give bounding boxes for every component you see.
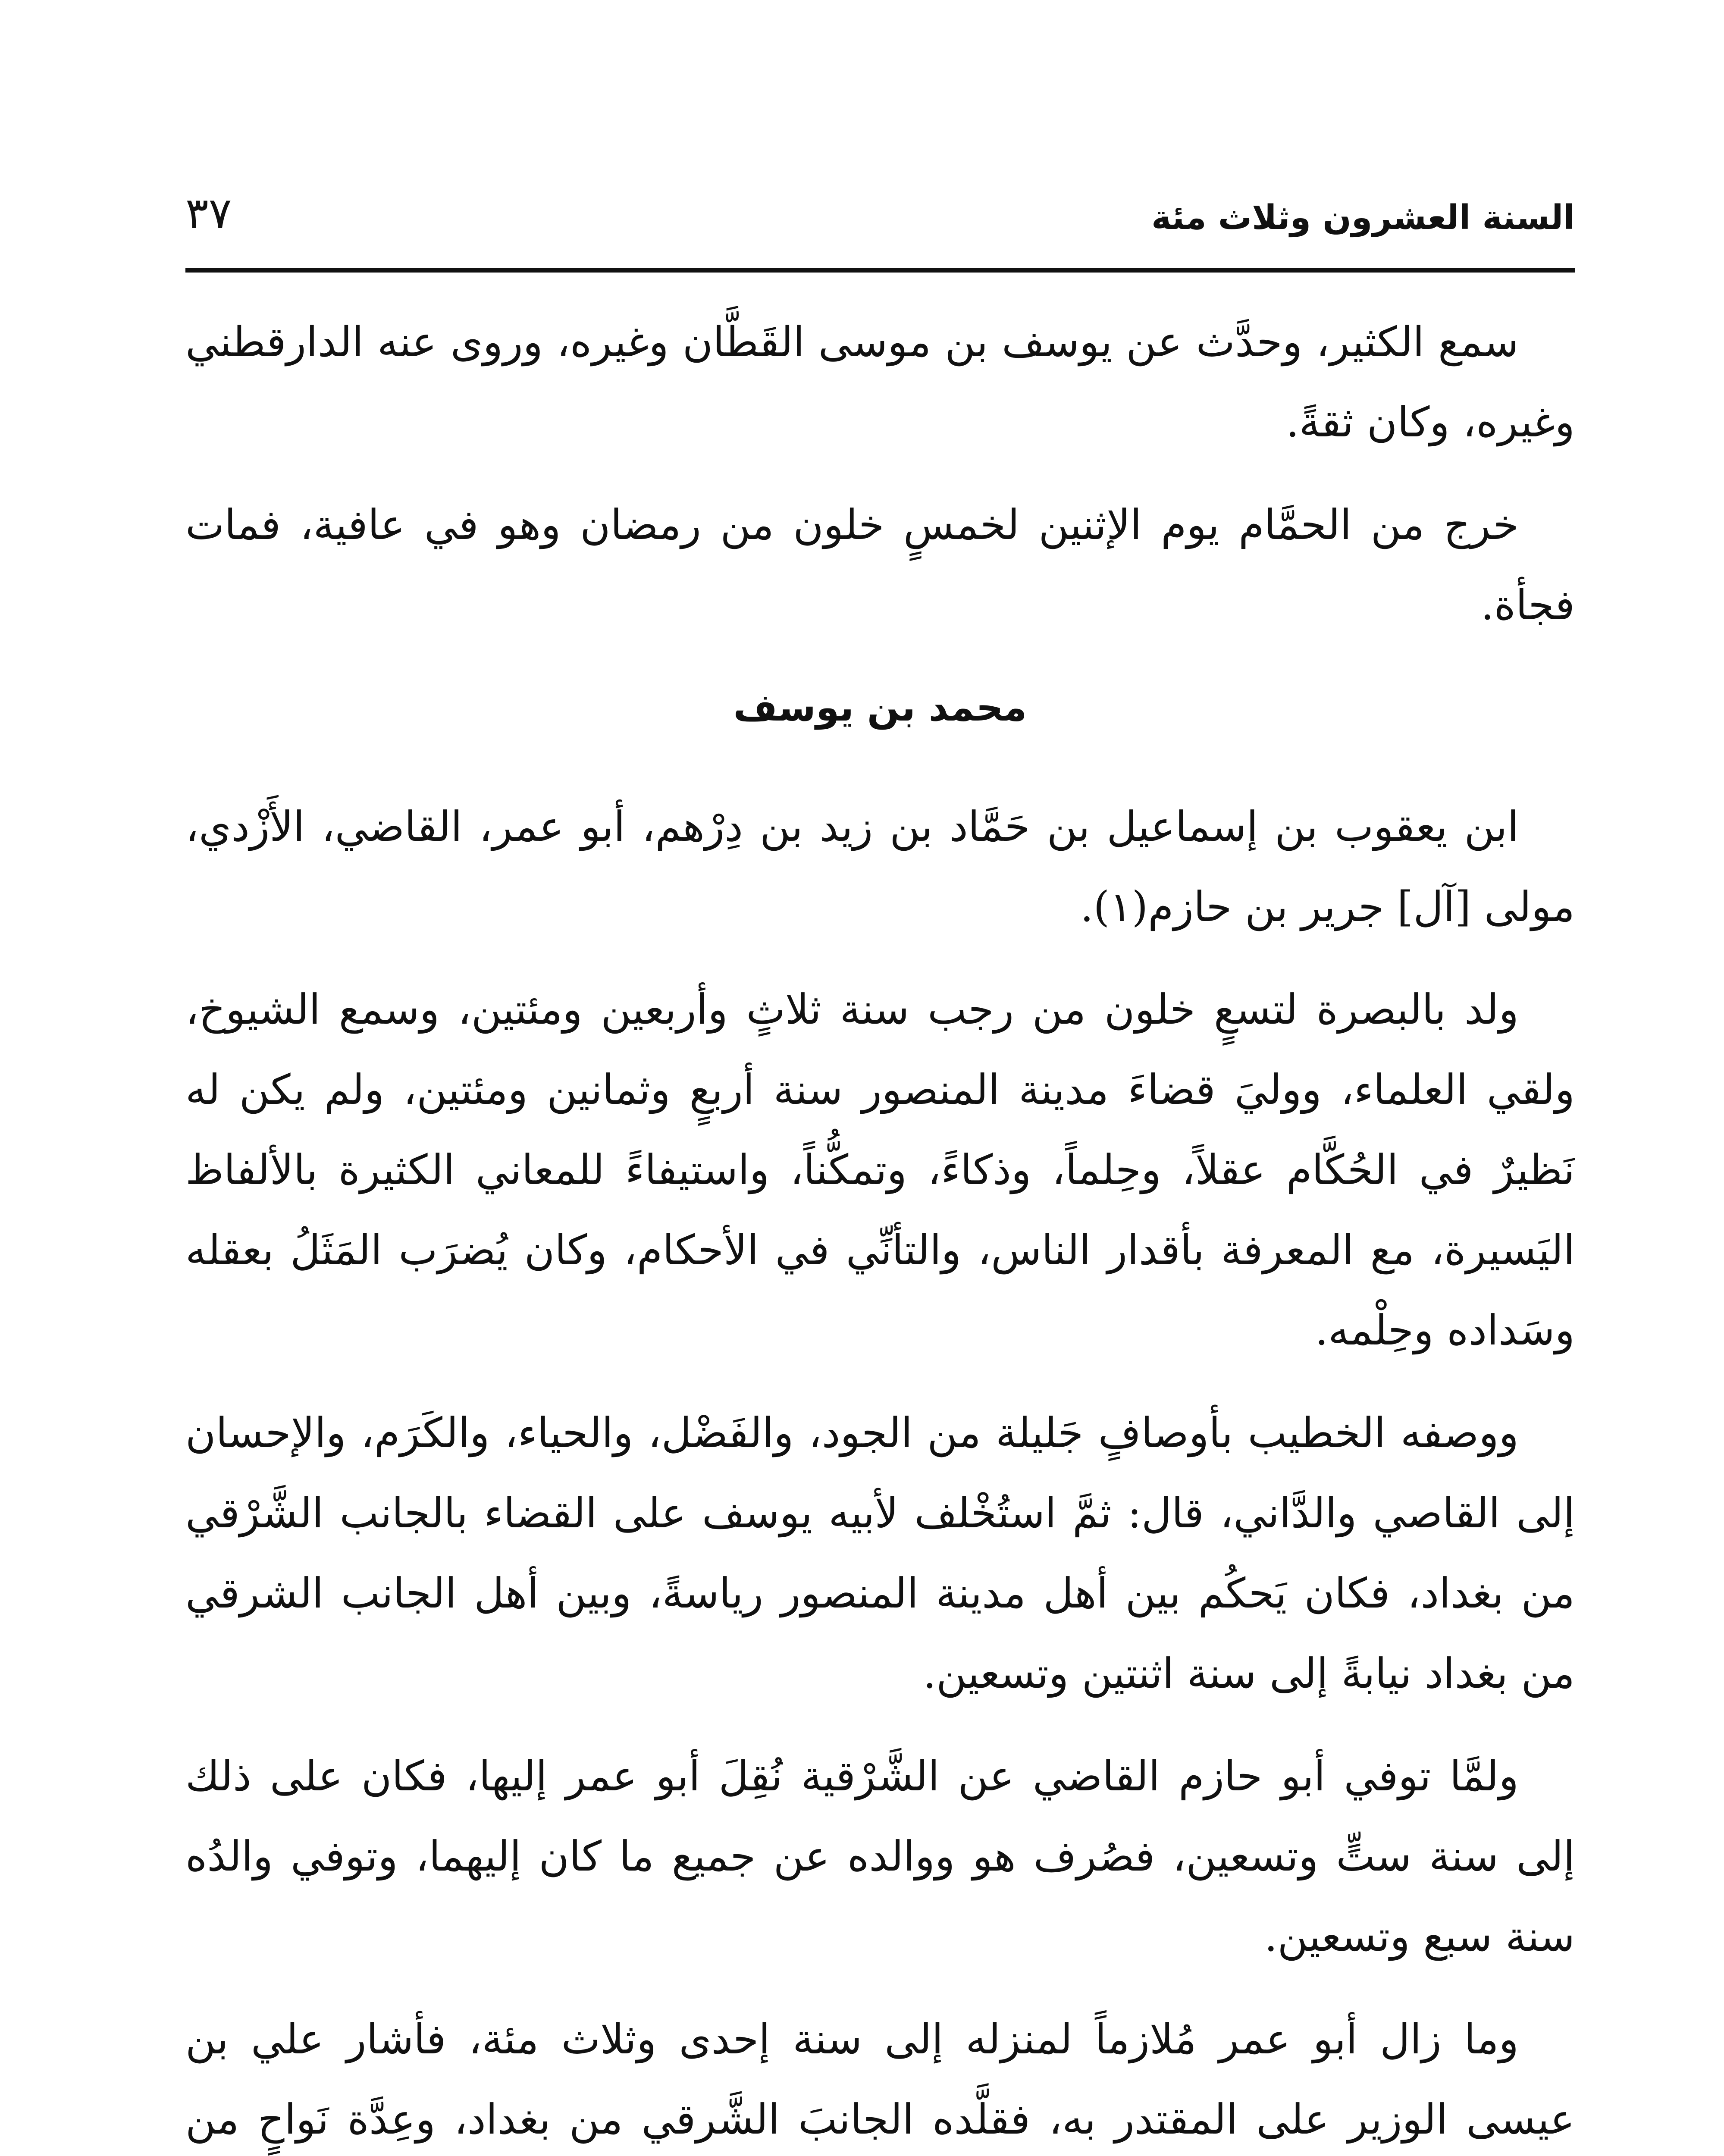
header-rule <box>185 268 1575 273</box>
running-title: السنة العشرون وثلاث مئة <box>1151 198 1575 237</box>
paragraph: ابن يعقوب بن إسماعيل بن حَمَّاد بن زيد بن دِرْهم، أبو عمر، القاضي، الأَزْدي، مولى [آل] جرير بن حازم(١). <box>185 802 1575 931</box>
paragraph: سمع الكثير، وحدَّث عن يوسف بن موسى القَطَّان وغيره، وروى عنه الدارقطني وغيره، وكان ثقةً. <box>185 318 1575 446</box>
page-number: ٣٧ <box>185 188 232 238</box>
paragraph: خرج من الحمَّام يوم الإثنين لخمسٍ خلون من رمضان وهو في عافية، فمات فجأة. <box>185 501 1575 629</box>
paragraph: ولد بالبصرة لتسعٍ خلون من رجب سنة ثلاثٍ وأربعين ومئتين، وسمع الشيوخ، ولقي العلماء، ووليَ قضاءَ مدينة المنصور سنة أربعٍ وثمانين ومئتين، ولم يكن له نَظيرٌ في الحُكَّام عقلاً، وحِلماً، وذكاءً، وتمكُّناً، واستيفاءً للمعاني الكثيرة بالألفاظ اليَسيرة، مع المعرفة بأقدار الناس، والتأنِّي في الأحكام، وكان يُضرَب المَثَلُ بعقله وسَداده وحِلْمه. <box>185 985 1575 1354</box>
paragraph: ووصفه الخطيب بأوصافٍ جَليلة من الجود، والفَضْل، والحياء، والكَرَم، والإحسان إلى القاصي والدَّاني، قال: ثمَّ استُخْلف لأبيه يوسف على القضاء بالجانب الشَّرْقي من بغداد، فكان يَحكُم بين أهل مدينة المنصور رياسةً، وبين أهل الجانب الشرقي من بغداد نيابةً إلى سنة اثنتين وتسعين. <box>185 1409 1575 1698</box>
main-text <box>185 302 1575 2156</box>
paragraph: ولمَّا توفي أبو حازم القاضي عن الشَّرْقية نُقِلَ أبو عمر إليها، فكان على ذلك إلى سنة ستٍّ وتسعين، فصُرف هو ووالده عن جميع ما كان إليهما، وتوفي والدُه سنة سبع وتسعين. <box>185 1752 1575 1961</box>
page-header <box>185 185 1575 259</box>
section-heading: محمد بن يوسف <box>733 685 1027 730</box>
paragraph: وما زال أبو عمر مُلازماً لمنزله إلى سنة إحدى وثلاث مئة، فأشار علي بن عيسى الوزير على المقتدر به، فقلَّده الجانبَ الشَّرقي من بغداد، وعِدَّة نَواحٍ من <box>185 2015 1575 2143</box>
